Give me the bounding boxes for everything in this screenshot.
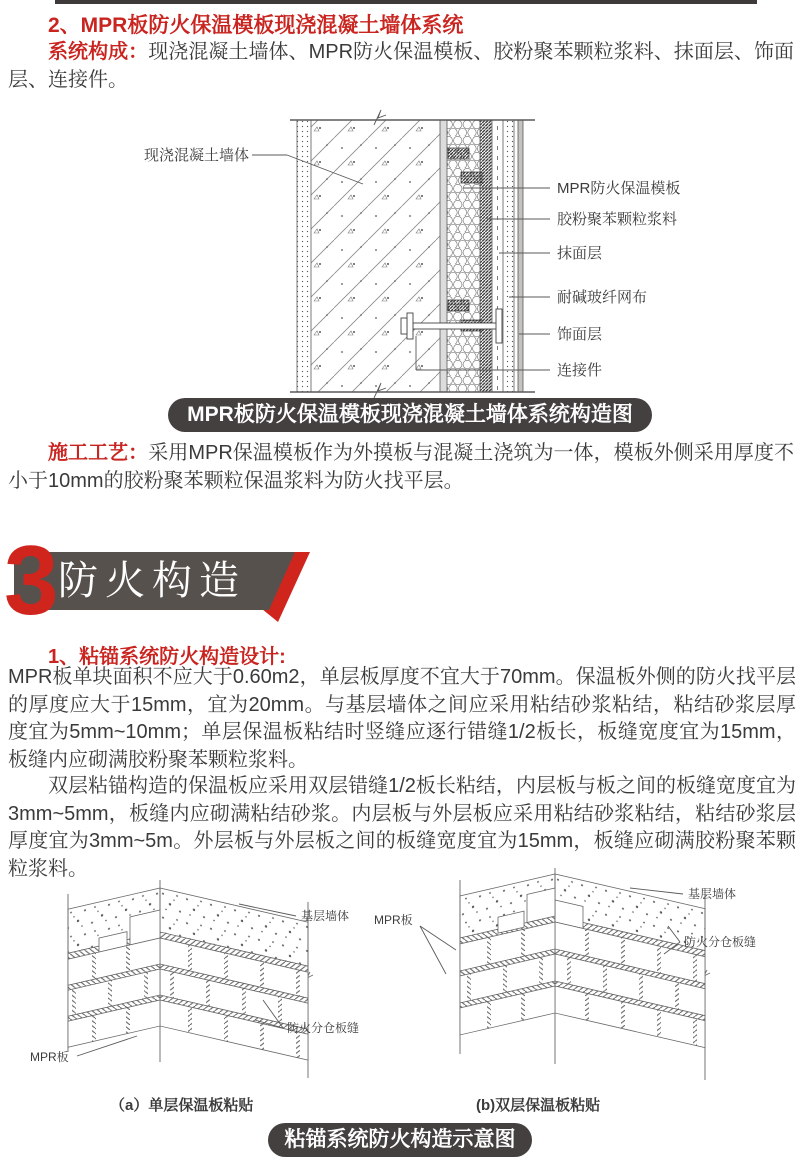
label-mpr-board-a: MPR板 bbox=[30, 1050, 69, 1064]
construction-process-label: 施工工艺： bbox=[48, 442, 149, 464]
construction-process-paragraph bbox=[8, 440, 794, 495]
corner-diagram-b bbox=[368, 868, 800, 1098]
label-base-wall-a: 基层墙体 bbox=[301, 909, 350, 923]
anchor-system-paragraph-2: 双层粘锚构造的保温板应采用双层错缝1/2板长粘结，内层板与板之间的板缝宽度宜为3mm~5mm，板缝内应砌满粘结砂浆。内层板与外层板应采用粘结砂浆粘结，粘结砂浆层厚度宜为3mm~5m。外层板与外层板之间的板缝宽度宜为15mm，板缝应砌满胶粉聚苯颗粒浆料。 bbox=[8, 775, 796, 880]
label-glassfiber-mesh: 耐碱玻纤网布 bbox=[557, 289, 648, 306]
section3-banner bbox=[0, 525, 360, 635]
top-divider-rule bbox=[55, 0, 757, 4]
label-finish-coat: 饰面层 bbox=[557, 326, 603, 343]
label-connector: 连接件 bbox=[557, 362, 603, 379]
anchor-system-caption-pill: 粘锚系统防火构造示意图 bbox=[268, 1123, 532, 1157]
system-composition-label: 系统构成： bbox=[48, 41, 149, 63]
label-base-wall-b: 基层墙体 bbox=[688, 887, 737, 901]
label-mpr-board: MPR防火保温模板 bbox=[557, 180, 681, 197]
section2-heading: 2、MPR板防火保温模板现浇混凝土墙体系统 bbox=[48, 14, 464, 37]
right-face bbox=[555, 874, 705, 1048]
system-composition-text: 现浇混凝土墙体、MPR防火保温模板、胶粉聚苯颗粒浆料、抹面层、饰面层、连接件。 bbox=[8, 41, 795, 91]
anchor-system-paragraph-1: MPR板单块面积不应大于0.60m2，单层板厚度不宜大于70mm。保温板外侧的防火找平层的厚度应大于15mm，宜为20mm。与基层墙体之间应采用粘结砂浆粘结，粘结砂浆层厚度宜为5mm~10mm；单层保温板粘结时竖缝应逐行错缝1/2板长，板缝宽度宜为15mm，板缝内应砌满胶粉聚苯颗粒浆料。 bbox=[8, 666, 796, 771]
label-mpr-board-b: MPR板 bbox=[374, 913, 413, 927]
label-polystyrene-mortar: 胶粉聚苯颗粒浆料 bbox=[557, 211, 678, 228]
wall-layers bbox=[290, 110, 535, 398]
label-render-coat: 抹面层 bbox=[557, 245, 603, 262]
label-fire-seam-b: 防火分仓板缝 bbox=[684, 935, 757, 949]
left-face bbox=[68, 888, 160, 1047]
label-fire-seam-a: 防火分仓板缝 bbox=[287, 1021, 360, 1035]
left-face bbox=[460, 874, 555, 1035]
wall-diagram-caption-pill: MPR板防火保温模板现浇混凝土墙体系统构造图 bbox=[168, 398, 652, 432]
label-cast-concrete-wall: 现浇混凝土墙体 bbox=[144, 147, 250, 164]
wall-section-diagram bbox=[130, 104, 700, 400]
caption-diagram-b: (b)双层保温板粘贴 bbox=[476, 1097, 601, 1114]
construction-process-text: 采用MPR保温模板作为外摸板与混凝土浇筑为一体，模板外侧采用厚度不小于10mm的胶粉聚苯颗粒保温浆料为防火找平层。 bbox=[8, 442, 795, 492]
section3-sub-heading: 1、粘锚系统防火构造设计: bbox=[48, 646, 286, 668]
section3-title: 防火构造 bbox=[58, 559, 246, 603]
section3-number: 3 bbox=[4, 525, 59, 635]
system-composition-paragraph bbox=[8, 39, 794, 94]
corner-diagram-a bbox=[25, 880, 370, 1095]
caption-diagram-a: （a）单层保温板粘贴 bbox=[110, 1097, 254, 1114]
